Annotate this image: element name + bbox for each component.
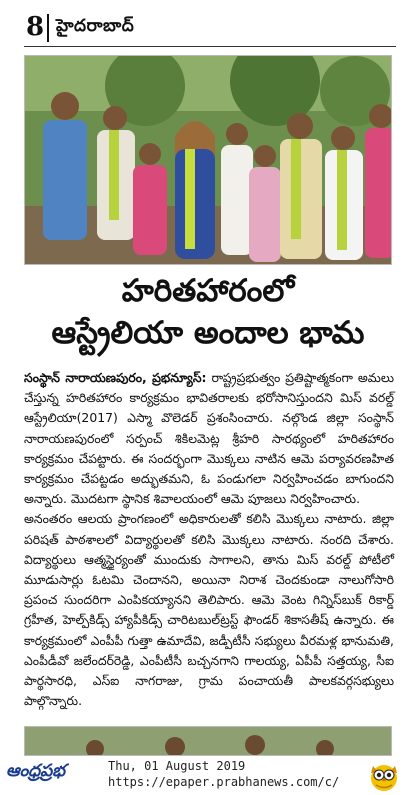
page-header — [0, 0, 404, 48]
header-divider — [47, 14, 49, 42]
page-number: 8 — [26, 12, 45, 42]
article-paragraph-2: అనంతరం ఆలయ ప్రాంగణంలో అధికారులతో కలిసి మొక్కలు నాటారు. జిల్లా పరిషత్ పాఠశాలలో విద్యార్థులతో కలిసి మొక్కలు నాటారు. నంరది చేశారు. విద్యార్థులు ఆత్మస్థైర్యంతో ముందుకు సాగాలని, తాను మిస్ వరల్డ్ పోటీలో మూడుసార్లు ఓటమి చెందానని, అయినా నిరాశ చెందకుండా నాలుగోసారి ప్రపంచ సుందరిగా ఎంపికయ్యానని తెలిపారు. ఆమె వెంట గిన్నిస్‌బుక్ రికార్డ్ గ్రహీత, హెల్ప్‌కిడ్స్ హ్యాపీకిడ్స్ చారిటబుల్‌ట్రస్ట్ ఫౌండర్ శికాసతీష్ ఉన్నారు. ఈ కార్యక్రమంలో ఎంపీపీ గుత్తా ఉమాదేవి, జడ్పీటీసీ సభ్యులు వీరమళ్ల భానుమతి, ఎంపీడీవో జలేందర్‌రెడ్డి, ఎంపీటీసీ బచ్చనగాని గాలయ్య, ఏపీపీ సత్తయ్య, సీఐ పార్థసారధి, ఎస్ఐ నాగరాజు, గ్రామ పంచాయతీ పాలకవర్గసభ్యులు పాల్గొన్నారు. — [24, 511, 394, 709]
headline-line-2: ఆస్ట్రేలియా అందాల భామ — [51, 315, 365, 351]
article-dateline: సంస్థాన్ నారాయణపురం, ప్రభన్యూస్: — [24, 370, 207, 385]
header-rule — [24, 46, 396, 47]
next-article-photo — [24, 726, 392, 756]
headline-line-1: హరితహారంలో — [121, 273, 295, 309]
epaper-url-link[interactable]: https://epaper.prabhanews.com/c/ — [108, 775, 340, 789]
publication-date: Thu, 01 August 2019 — [108, 759, 246, 773]
article-body — [24, 368, 394, 711]
footer — [0, 756, 404, 795]
news-photo-illustration — [25, 56, 392, 265]
article-paragraph-1 — [24, 368, 394, 509]
news-photo — [24, 55, 392, 265]
owl-icon — [368, 758, 400, 792]
section-title: హైదరాబాద్ — [56, 16, 135, 36]
publication-logo[interactable]: ఆంధ్రప్రభ — [6, 761, 66, 781]
article-paragraph-1-text: రాష్ట్రప్రభుత్వం ప్రతిష్టాత్మకంగా అమలు చేస్తున్న హరితహారం కార్యక్రమం భావితరాలకు భరోసానిస్తుందని మిస్ వరల్డ్ ఆస్ట్రేలియా(2017) ఎస్మా వొలెడర్ ప్రశంసించారు. నల్గొండ జిల్లా సంస్థాన్ నారాయణపురంలో సర్పంచ్ శికిలమెట్ల శ్రీహరి సారథ్యంలో హరితహారం కార్యక్రమం చేపట్టారు. ఈ సందర్భంగా మొక్కలు నాటిన ఆమె పర్యావరణహిత కార్యక్రమం చేపట్టడం అద్భుతమని, ఓ పండుగలా నిర్వహించడం బాగుందని అన్నారు. మొదటగా స్థానిక శివాలయంలో ఆమె పూజలు నిర్వహించారు. — [24, 370, 394, 507]
next-article-photo-illustration — [25, 727, 392, 756]
